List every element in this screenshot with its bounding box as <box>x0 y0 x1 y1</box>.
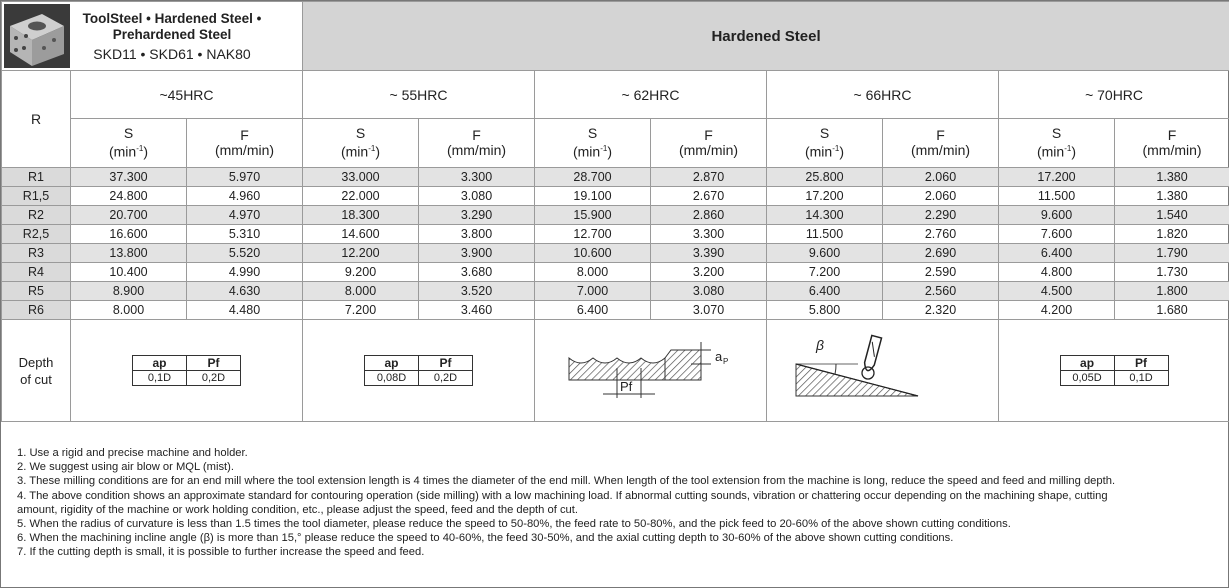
feed-value: 2.860 <box>651 206 767 225</box>
feed-value: 2.590 <box>883 263 999 282</box>
speed-value: 17.200 <box>767 187 883 206</box>
speed-value: 22.000 <box>303 187 419 206</box>
feed-value: 3.520 <box>419 282 535 301</box>
hrc-group-66: ~ 66HRC <box>767 71 999 119</box>
table-row <box>2 187 1229 206</box>
speed-value: 14.600 <box>303 225 419 244</box>
table-row <box>2 244 1229 263</box>
steel-type-header <box>2 2 303 71</box>
feed-value: 3.390 <box>651 244 767 263</box>
hrc-group-45: ~45HRC <box>71 71 303 119</box>
steel-grades: SKD11 • SKD61 • NAK80 <box>93 45 251 62</box>
speed-value: 20.700 <box>71 206 187 225</box>
steel-block-icon <box>4 4 70 68</box>
feed-header: F (mm/min) <box>651 119 767 168</box>
table-row <box>2 301 1229 320</box>
speed-value: 13.800 <box>71 244 187 263</box>
speed-value: 8.900 <box>71 282 187 301</box>
feed-value: 4.990 <box>187 263 303 282</box>
speed-header: S $(\min^{-1})$ <box>71 119 187 168</box>
incline-diagram <box>788 328 978 408</box>
incline-angle-diagram <box>767 320 999 422</box>
diagram-pf-label: Pf <box>619 379 632 394</box>
feed-value: 3.300 <box>419 168 535 187</box>
feed-value: 3.460 <box>419 301 535 320</box>
feed-value: 2.320 <box>883 301 999 320</box>
speed-value: 37.300 <box>71 168 187 187</box>
speed-value: 11.500 <box>767 225 883 244</box>
diagram-ap-label: a <box>714 349 722 364</box>
speed-value: 9.600 <box>999 206 1115 225</box>
speed-value: 10.400 <box>71 263 187 282</box>
speed-value: 10.600 <box>535 244 651 263</box>
feed-header: F (mm/min) <box>1115 119 1229 168</box>
feed-value: 1.680 <box>1115 301 1229 320</box>
depth-of-cut-label: Depth of cut <box>2 320 71 422</box>
speed-value: 14.300 <box>767 206 883 225</box>
depth-diagram-ap-pf <box>535 320 767 422</box>
feed-value: 4.970 <box>187 206 303 225</box>
hardened-steel-header: Hardened Steel <box>303 2 1229 71</box>
speed-value: 17.200 <box>999 168 1115 187</box>
depth-box-55 <box>303 320 535 422</box>
note-line: 7. If the cutting depth is small, it is possible to further increase the speed and feed. <box>17 546 425 559</box>
speed-header: S $(\min^{-1})$ <box>767 119 883 168</box>
radius-cell: R1,5 <box>2 187 71 206</box>
feed-value: 2.060 <box>883 168 999 187</box>
speed-value: 9.600 <box>767 244 883 263</box>
feed-header: F (mm/min) <box>187 119 303 168</box>
speed-value: 7.600 <box>999 225 1115 244</box>
speed-value: 28.700 <box>535 168 651 187</box>
feed-header: F (mm/min) <box>883 119 999 168</box>
speed-value: 6.400 <box>999 244 1115 263</box>
speed-value: 18.300 <box>303 206 419 225</box>
feed-value: 1.790 <box>1115 244 1229 263</box>
radius-cell: R6 <box>2 301 71 320</box>
speed-value: 16.600 <box>71 225 187 244</box>
steel-title-line1: ToolSteel • Hardened Steel • <box>82 10 262 26</box>
speed-value: 4.200 <box>999 301 1115 320</box>
feed-value: 1.800 <box>1115 282 1229 301</box>
feed-value: 4.960 <box>187 187 303 206</box>
hrc-group-70: ~ 70HRC <box>999 71 1229 119</box>
diagram-ap-sub: P <box>722 357 728 366</box>
table-row <box>2 282 1229 301</box>
table-row <box>2 225 1229 244</box>
feed-value: 1.820 <box>1115 225 1229 244</box>
feed-value: 3.300 <box>651 225 767 244</box>
radius-cell: R2 <box>2 206 71 225</box>
radius-cell: R2,5 <box>2 225 71 244</box>
speed-value: 33.000 <box>303 168 419 187</box>
feed-value: 2.690 <box>883 244 999 263</box>
speed-value: 4.800 <box>999 263 1115 282</box>
hrc-group-55: ~ 55HRC <box>303 71 535 119</box>
feed-value: 2.670 <box>651 187 767 206</box>
table-row <box>2 168 1229 187</box>
table-row <box>2 206 1229 225</box>
depth-box-45 <box>71 320 303 422</box>
note-line: 5. When the radius of curvature is less than 1.5 times the tool diameter, please reduce the speed to 50-80%, the feed rate to 50-80%, and the pick feed to 20-60% of the above shown cutting conditions. <box>17 518 1011 531</box>
speed-value: 7.000 <box>535 282 651 301</box>
cutting-conditions-table <box>1 1 1229 422</box>
feed-value: 5.310 <box>187 225 303 244</box>
feed-value: 1.540 <box>1115 206 1229 225</box>
feed-value: 3.900 <box>419 244 535 263</box>
steel-title-line2: Prehardened Steel <box>112 26 232 42</box>
feed-value: 2.870 <box>651 168 767 187</box>
ap-pf-table-55: ap Pf 0,08D 0,2D <box>364 355 473 386</box>
radius-cell: R3 <box>2 244 71 263</box>
r-column-header: R <box>2 71 71 168</box>
cutting-data-body <box>2 168 1229 320</box>
feed-value: 2.290 <box>883 206 999 225</box>
feed-value: 5.970 <box>187 168 303 187</box>
ball-end-mill-icon <box>862 335 882 379</box>
hrc-group-62: ~ 62HRC <box>535 71 767 119</box>
feed-value: 2.060 <box>883 187 999 206</box>
note-line: 3. These milling conditions are for an end mill where the tool extension length is 4 times the diameter of the end mill. When length of the tool extension from the machine is long, reduce the speed and feed and milling depth. <box>17 475 1116 488</box>
speed-value: 7.200 <box>303 301 419 320</box>
feed-value: 1.380 <box>1115 168 1229 187</box>
feed-value: 1.730 <box>1115 263 1229 282</box>
note-line: amount, rigidity of the machine or work holding condition, etc., please adjust the speed, feed and the depth of cut. <box>17 503 578 516</box>
speed-value: 11.500 <box>999 187 1115 206</box>
note-line: 2. We suggest using air blow or MQL (mist). <box>17 461 234 474</box>
speed-value: 8.000 <box>535 263 651 282</box>
feed-value: 3.070 <box>651 301 767 320</box>
usage-notes <box>17 446 1217 560</box>
speed-header: S $(\min^{-1})$ <box>303 119 419 168</box>
depth-box-70 <box>999 320 1229 422</box>
note-line: 1. Use a rigid and precise machine and holder. <box>17 447 248 459</box>
ap-pf-table-70: ap Pf 0,05D 0,1D <box>1060 355 1169 386</box>
feed-value: 2.760 <box>883 225 999 244</box>
speed-header: S $(\min^{-1})$ <box>535 119 651 168</box>
feed-value: 3.680 <box>419 263 535 282</box>
feed-value: 3.080 <box>419 187 535 206</box>
diagram-beta-label: β <box>815 337 824 353</box>
speed-value: 24.800 <box>71 187 187 206</box>
feed-value: 4.630 <box>187 282 303 301</box>
feed-value: 1.380 <box>1115 187 1229 206</box>
note-line: 4. The above condition shows an approximate standard for contouring operation (side milling) with a low machining load. If abnormal cutting sounds, vibration or chattering occur depending on the machining shape, cutting <box>17 489 1108 502</box>
speed-header: S $(\min^{-1})$ <box>999 119 1115 168</box>
feed-value: 3.200 <box>651 263 767 282</box>
speed-value: 4.500 <box>999 282 1115 301</box>
speed-value: 6.400 <box>535 301 651 320</box>
feed-value: 5.520 <box>187 244 303 263</box>
speed-value: 9.200 <box>303 263 419 282</box>
speed-value: 12.200 <box>303 244 419 263</box>
speed-value: 25.800 <box>767 168 883 187</box>
speed-value: 6.400 <box>767 282 883 301</box>
table-row <box>2 263 1229 282</box>
speed-value: 8.000 <box>71 301 187 320</box>
speed-value: 7.200 <box>767 263 883 282</box>
radius-cell: R1 <box>2 168 71 187</box>
note-line: 6. When the machining incline angle (β) is more than 15,° please reduce the speed to 40-60%, the feed 30-50%, and the axial cutting depth to 30-60% of the above shown cutting conditions. <box>17 532 954 545</box>
feed-value: 4.480 <box>187 301 303 320</box>
radius-cell: R5 <box>2 282 71 301</box>
speed-value: 12.700 <box>535 225 651 244</box>
ap-pf-table-45: ap Pf 0,1D 0,2D <box>132 355 241 386</box>
speed-value: 5.800 <box>767 301 883 320</box>
speed-value: 19.100 <box>535 187 651 206</box>
feed-value: 3.800 <box>419 225 535 244</box>
speed-feed-header-row <box>2 119 1229 168</box>
feed-value: 3.290 <box>419 206 535 225</box>
feed-value: 2.560 <box>883 282 999 301</box>
feed-header: F (mm/min) <box>419 119 535 168</box>
radius-cell: R4 <box>2 263 71 282</box>
speed-value: 15.900 <box>535 206 651 225</box>
feed-value: 3.080 <box>651 282 767 301</box>
scallop-diagram <box>551 328 751 408</box>
speed-value: 8.000 <box>303 282 419 301</box>
